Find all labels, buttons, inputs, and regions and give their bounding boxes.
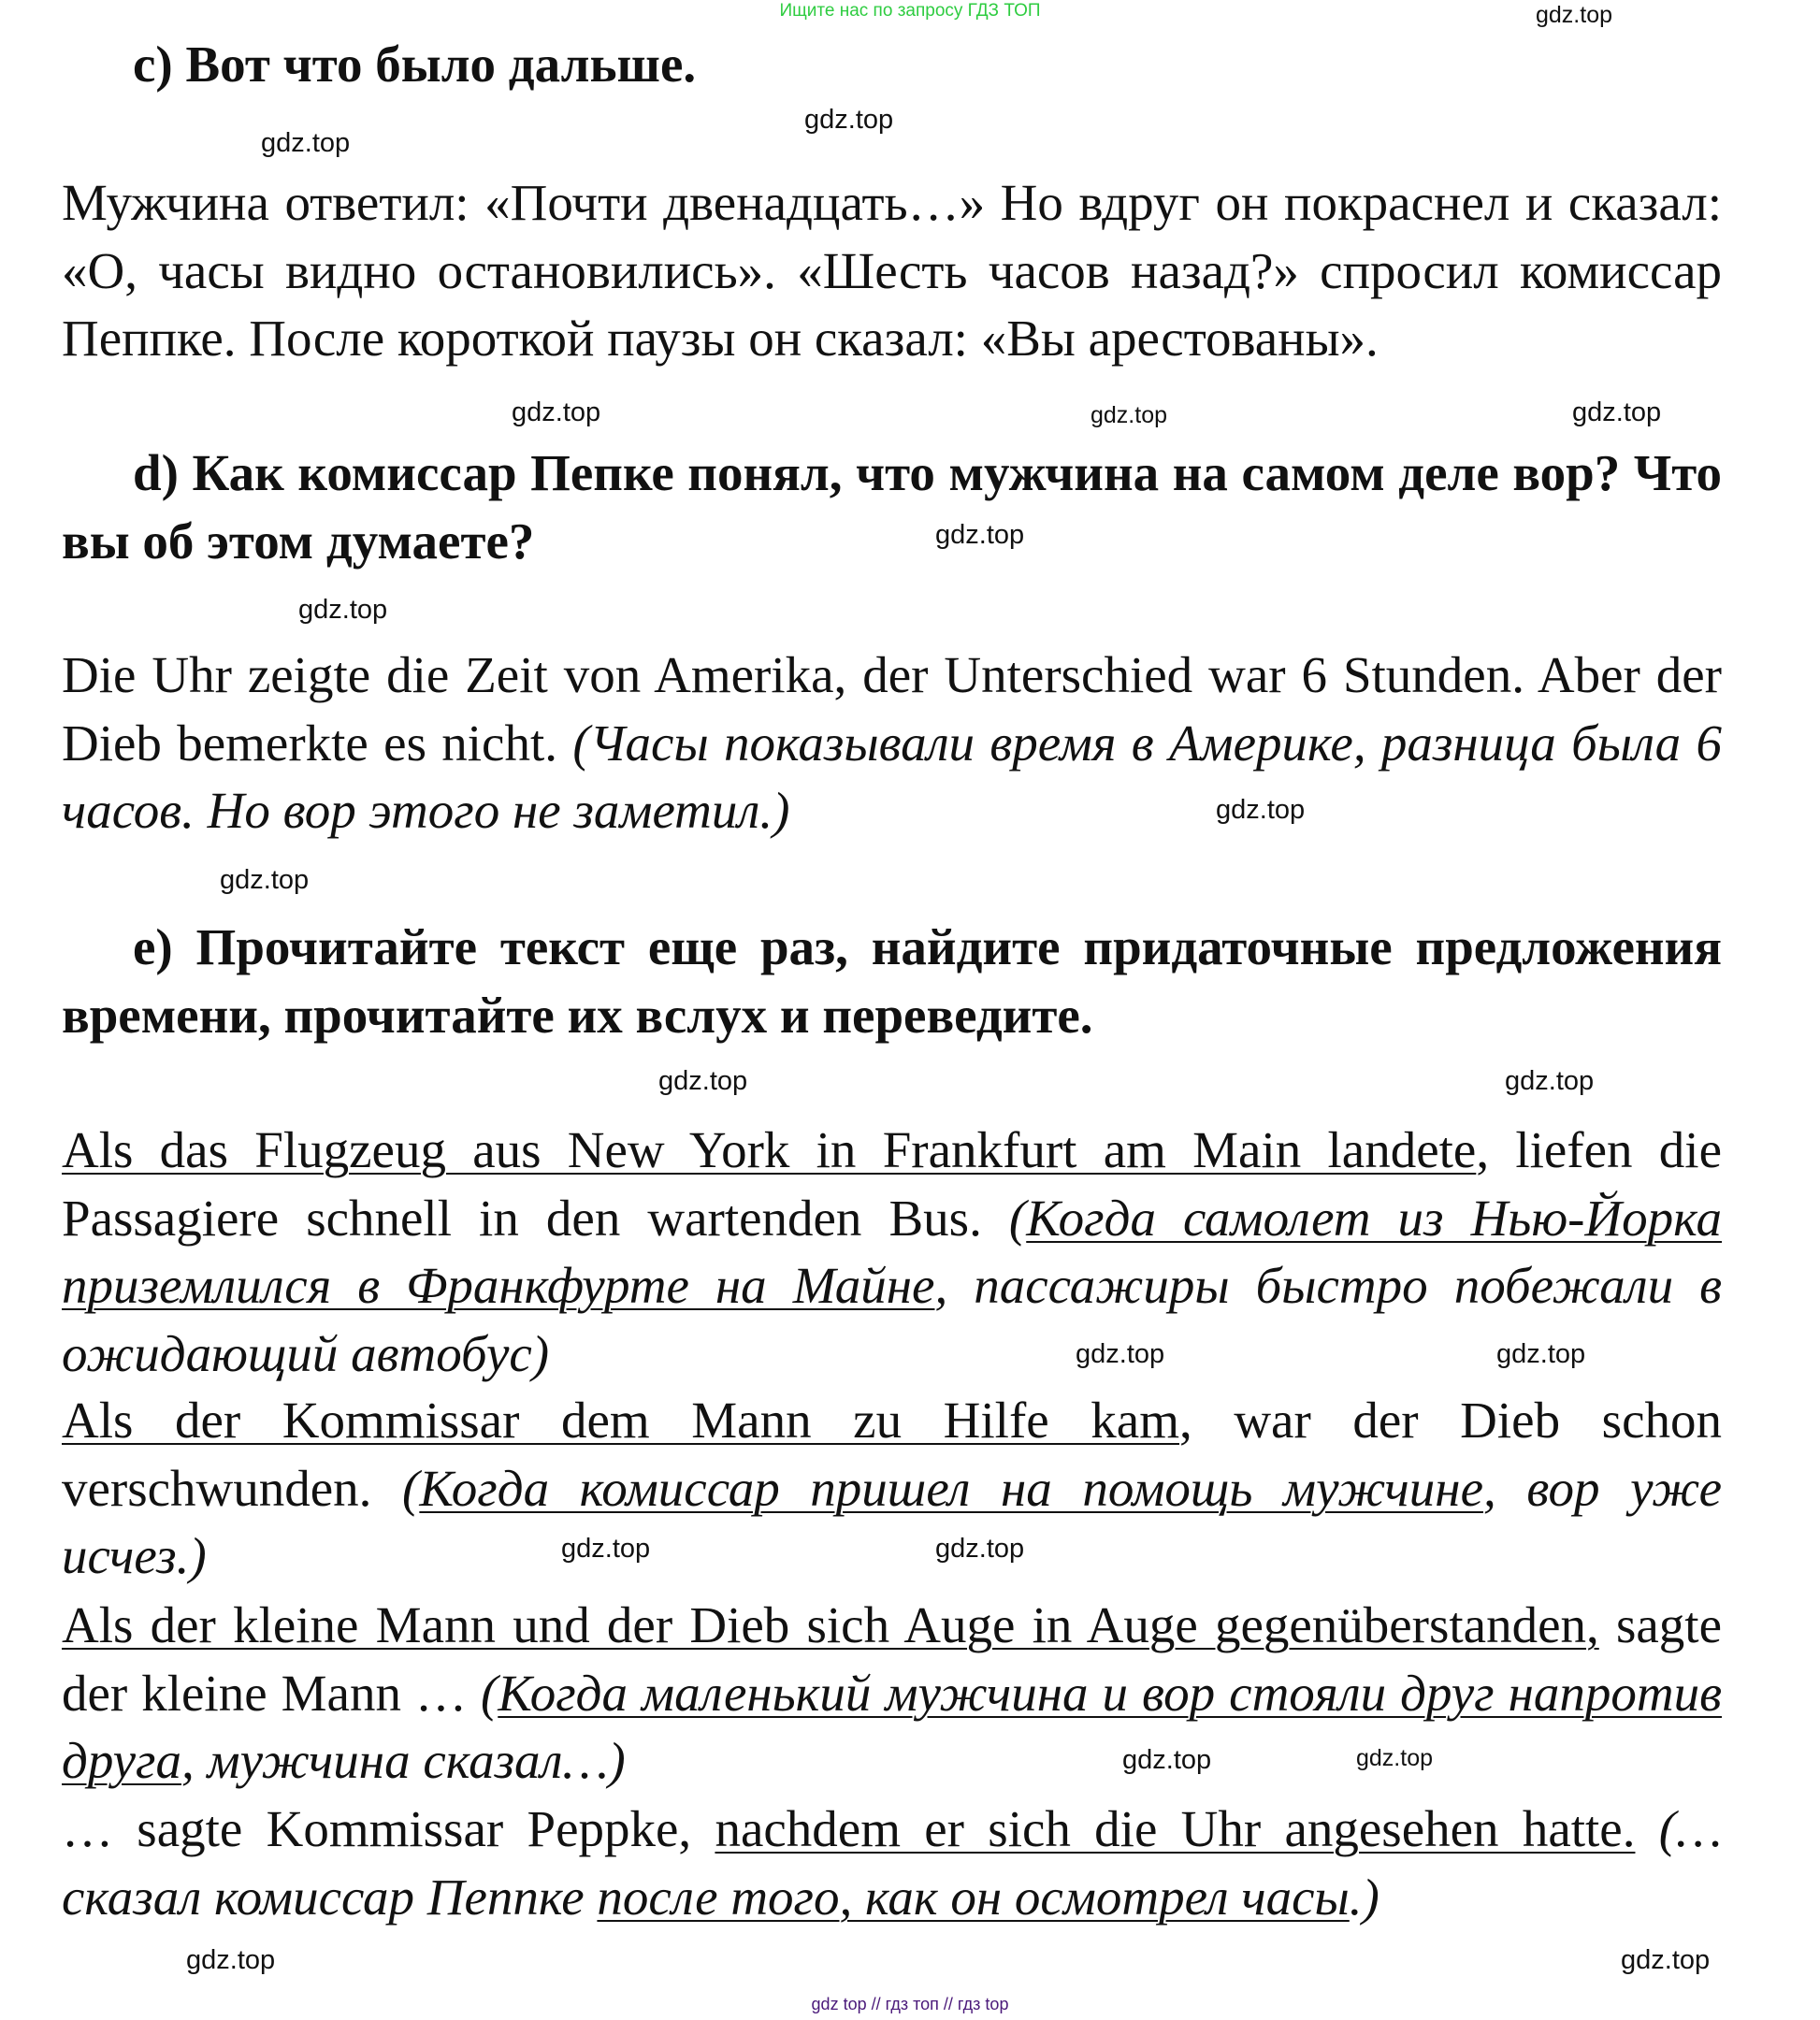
watermark: gdz.top — [1091, 402, 1168, 428]
de-rest: , war der Dieb schon verschwunden. — [62, 1392, 1722, 1517]
watermark: gdz.top — [935, 520, 1025, 550]
ru-clause: Когда самолет из Нью-Йорка приземлился в Франкфурте на Майне — [62, 1189, 1722, 1315]
answer-de: Die Uhr zeigte die Zeit von Amerika, der Unterschied war 6 Stunden. Aber der Dieb bemerkte es nicht. — [62, 646, 1722, 772]
watermark: gdz.top — [561, 1534, 651, 1564]
heading-c: c) Вот что было дальше. — [133, 36, 697, 93]
watermark: gdz.top — [1536, 2, 1613, 28]
example-3 — [62, 1592, 1722, 1796]
example-2 — [62, 1387, 1722, 1591]
heading-e: e) Прочитайте текст еще раз, найдите придаточные предложения времени, прочитайте их вслух и переведите. — [62, 918, 1722, 1044]
watermark: gdz.top — [261, 128, 351, 158]
watermark: gdz.top — [1356, 1745, 1434, 1771]
watermark: gdz.top — [804, 105, 894, 135]
watermark: gdz.top — [1572, 397, 1662, 427]
de-rest: sagte der kleine Mann … — [62, 1596, 1722, 1722]
ru-open: ( — [1008, 1189, 1027, 1247]
watermark: gdz.top — [935, 1534, 1025, 1564]
ru-open: ( — [480, 1664, 498, 1722]
watermark: gdz.top — [1216, 795, 1306, 825]
de-clause: Als der kleine Mann und der Dieb sich Auge in Auge gegenüberstanden, — [62, 1596, 1599, 1653]
watermark: gdz.top — [1122, 1745, 1212, 1775]
watermark: gdz.top — [1076, 1339, 1165, 1369]
watermark: gdz.top — [1496, 1339, 1586, 1369]
de-clause: Als das Flugzeug aus New York in Frankfurt am Main landete — [62, 1121, 1477, 1178]
footer-banner: gdz top // гдз топ // гдз top — [811, 1995, 1009, 2013]
watermark: gdz.top — [1505, 1066, 1595, 1096]
ru-rest: , вор уже исчез.) — [62, 1459, 1722, 1585]
example-1 — [62, 1117, 1722, 1389]
header-banner: Ищите нас по запросу ГДЗ ТОП — [779, 1, 1041, 21]
de-rest: , liefen die Passagiere schnell in den wartenden Bus. — [62, 1121, 1722, 1247]
de-clause: Als der Kommissar dem Mann zu Hilfe kam — [62, 1392, 1179, 1449]
de-clause: nachdem er sich die Uhr angesehen hatte. — [715, 1800, 1636, 1857]
example-4 — [62, 1796, 1722, 1931]
answer-c: Мужчина ответил: «Почти двенадцать…» Но вдруг он покраснел и сказал: «О, часы видно остановились». «Шесть часов назад?» спросил комиссар Пеппке. После короткой паузы он сказал: «Вы арестованы». — [62, 174, 1722, 368]
watermark: gdz.top — [1621, 1945, 1711, 1975]
watermark: gdz.top — [298, 595, 388, 625]
ru-open: (…сказал комиссар Пеппке — [62, 1800, 1722, 1926]
ru-clause: после того, как он осмотрел часы — [597, 1868, 1350, 1926]
answer-d — [62, 642, 1722, 845]
ru-rest: , пассажиры быстро побежали в ожидающий автобус) — [62, 1257, 1723, 1383]
answer-ru: (Часы показывали время в Америке, разница была 6 часов. Но вор этого не заметил.) — [62, 714, 1723, 840]
ru-rest: , мужчина сказал…) — [181, 1732, 626, 1790]
heading-d: d) Как комиссар Пепке понял, что мужчина на самом деле вор? Что вы об этом думаете? — [62, 444, 1722, 570]
watermark: gdz.top — [186, 1945, 276, 1975]
de-pre: … sagte Kommissar Peppke, — [62, 1800, 715, 1857]
watermark: gdz.top — [220, 865, 310, 895]
ru-clause: Когда комиссар пришел на помощь мужчине — [419, 1459, 1483, 1517]
ru-rest: .) — [1349, 1868, 1379, 1926]
watermark: gdz.top — [658, 1066, 748, 1096]
ru-open: ( — [402, 1459, 420, 1517]
ru-clause: Когда маленький мужчина и вор стояли друг напротив друга — [62, 1664, 1722, 1790]
watermark: gdz.top — [512, 397, 601, 427]
